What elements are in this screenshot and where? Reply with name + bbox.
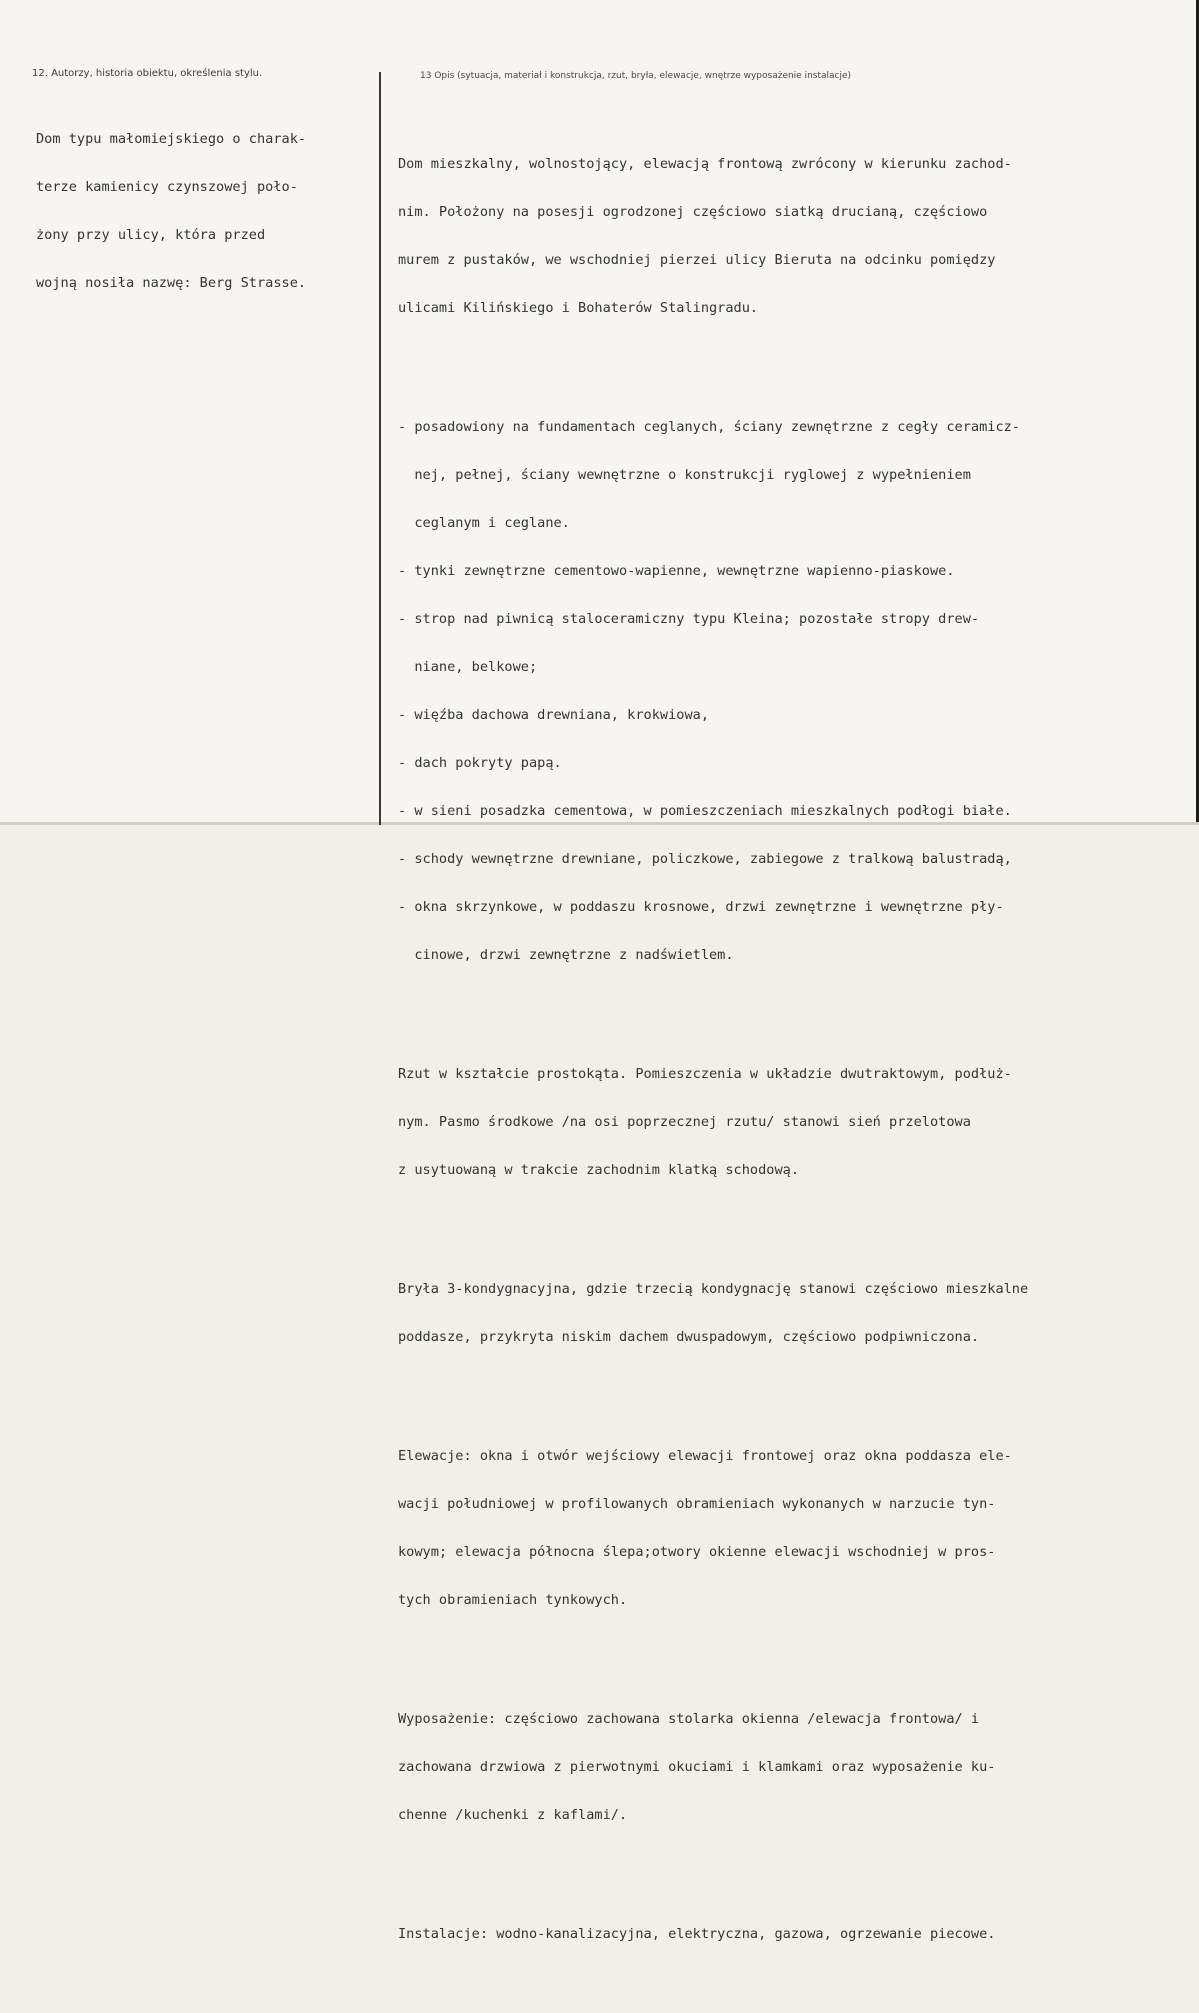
text-line: wacji południowej w profilowanych obramieniach wykonanych w narzucie tyn- <box>398 1496 996 1512</box>
section-13-header: 13 Opis (sytuacja, materiał i konstrukcja, rzut, bryła, elewacje, wnętrze wyposażenie instalacje) <box>420 71 852 81</box>
text-line: ceglanym i ceglane. <box>398 515 570 531</box>
description-text <box>398 92 1028 2013</box>
text-line: cinowe, drzwi zewnętrzne z nadświetlem. <box>398 947 734 963</box>
text-line: Dom mieszkalny, wolnostojący, elewacją frontową zwrócony w kierunku zachod- <box>398 156 1012 172</box>
text-line: nej, pełnej, ściany wewnętrzne o konstrukcji ryglowej z wypełnieniem <box>398 467 971 483</box>
text-line: - dach pokryty papą. <box>398 755 562 771</box>
text-line: - strop nad piwnicą staloceramiczny typu Kleina; pozostałe stropy drew- <box>398 611 980 627</box>
paragraph-location <box>398 124 1028 348</box>
text-line: - posadowiony na fundamentach ceglanych, ściany zewnętrzne z cegły ceramicz- <box>398 419 1020 435</box>
section-12-header: 12. Autorzy, historia obiektu, określenia stylu. <box>32 68 263 79</box>
text-line: Wyposażenie: częściowo zachowana stolarka okienna /elewacja frontowa/ i <box>398 1711 980 1727</box>
history-text <box>36 99 306 323</box>
text-line: Elewacje: okna i otwór wejściowy elewacji frontowej oraz okna poddasza ele- <box>398 1448 1012 1464</box>
text-line: - w sieni posadzka cementowa, w pomieszczeniach mieszkalnych podłogi białe. <box>398 803 1012 819</box>
history-line: wojną nosiła nazwę: Berg Strasse. <box>36 275 307 291</box>
paragraph-elevations <box>398 1416 1028 1640</box>
text-line: chenne /kuchenki z kaflami/. <box>398 1807 628 1823</box>
text-line: niane, belkowe; <box>398 659 538 675</box>
text-line: Bryła 3-kondygnacyjna, gdzie trzecią kondygnację stanowi częściowo mieszkalne <box>398 1281 1029 1297</box>
text-line: z usytuowaną w trakcie zachodnim klatką schodową. <box>398 1162 800 1178</box>
history-line: terze kamienicy czynszowej poło- <box>36 179 298 195</box>
text-line: ulicami Kilińskiego i Bohaterów Stalingradu. <box>398 300 759 316</box>
text-line: - schody wewnętrzne drewniane, policzkowe, zabiegowe z tralkową balustradą, <box>398 851 1012 867</box>
paragraph-equipment <box>398 1679 1028 1855</box>
text-line: - więźba dachowa drewniana, krokwiowa, <box>398 707 709 723</box>
text-line: nim. Położony na posesji ogrodzonej częściowo siatką drucianą, częściowo <box>398 204 988 220</box>
text-line: nym. Pasmo środkowe /na osi poprzecznej rzutu/ stanowi sień przelotowa <box>398 1114 971 1130</box>
paragraph-plan <box>398 1034 1028 1210</box>
text-line: Instalacje: wodno-kanalizacyjna, elektryczna, gazowa, ogrzewanie piecowe. <box>398 1926 996 1942</box>
column-divider <box>379 72 381 825</box>
history-line: żony przy ulicy, która przed <box>36 227 266 243</box>
text-line: - okna skrzynkowe, w poddaszu krosnowe, drzwi zewnętrzne i wewnętrzne pły- <box>398 899 1004 915</box>
text-line: - tynki zewnętrzne cementowo-wapienne, wewnętrzne wapienno-piaskowe. <box>398 563 955 579</box>
history-line: Dom typu małomiejskiego o charak- <box>36 131 307 147</box>
text-line: tych obramieniach tynkowych. <box>398 1592 628 1608</box>
text-line: kowym; elewacja północna ślepa;otwory okienne elewacji wschodniej w pros- <box>398 1544 996 1560</box>
paragraph-installations <box>398 1894 1028 1974</box>
text-line: poddasze, przykryta niskim dachem dwuspadowym, częściowo podpiwniczona. <box>398 1329 980 1345</box>
paragraph-massing <box>398 1249 1028 1377</box>
text-line: murem z pustaków, we wschodniej pierzei ulicy Bieruta na odcinku pomiędzy <box>398 252 996 268</box>
paragraph-construction-list <box>398 387 1028 995</box>
text-line: zachowana drzwiowa z pierwotnymi okuciami i klamkami oraz wyposażenie ku- <box>398 1759 996 1775</box>
text-line: Rzut w kształcie prostokąta. Pomieszczenia w układzie dwutraktowym, podłuż- <box>398 1066 1012 1082</box>
